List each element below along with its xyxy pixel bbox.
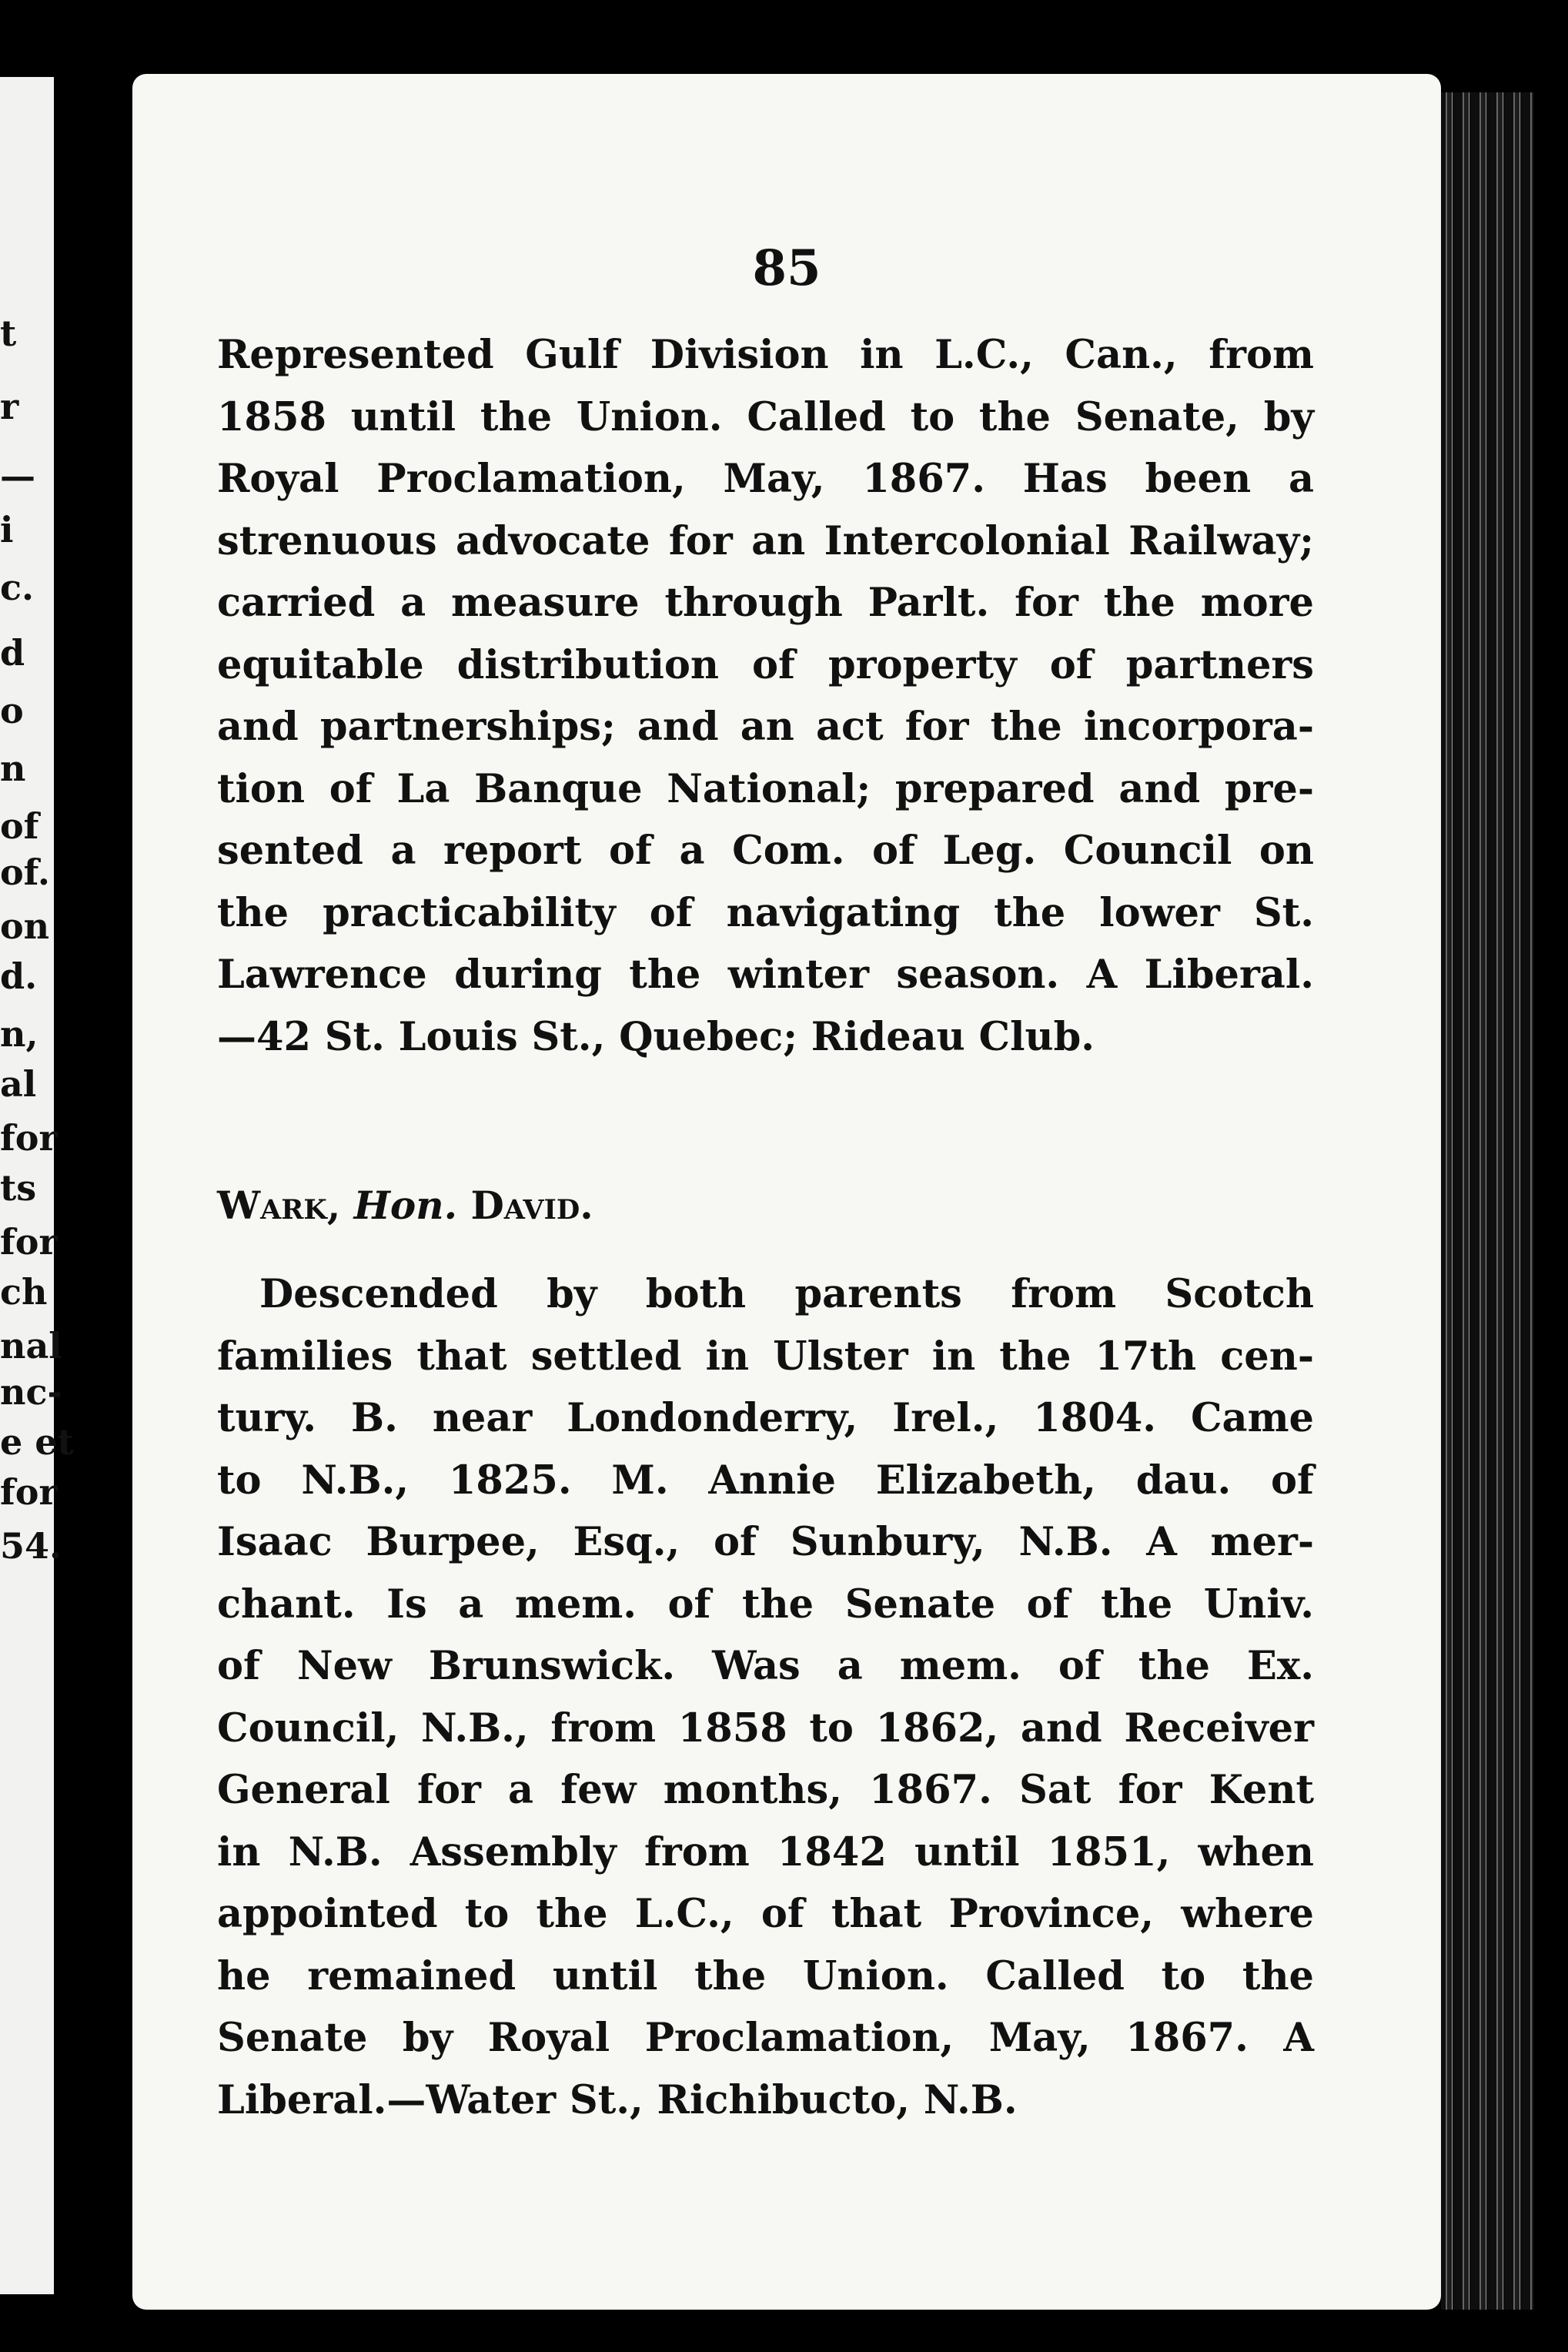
facing-page-fragment: of	[0, 805, 39, 847]
facing-page-fragment: n	[0, 748, 26, 789]
heading-title: Hon.	[353, 1183, 458, 1228]
facing-page-fragment: o	[0, 690, 24, 731]
facing-page-fragment: al	[0, 1063, 37, 1105]
text-line: to N.B., 1825. M. Annie Elizabeth, dau. of	[217, 1457, 1314, 1504]
facing-page-fragment: d	[0, 632, 25, 674]
text-line: Council, N.B., from 1858 to 1862, and Receiver	[217, 1705, 1314, 1751]
facing-page-fragment: r	[0, 386, 19, 427]
text-line: chant. Is a mem. of the Senate of the Univ.	[217, 1581, 1314, 1628]
facing-page-fragment: n,	[0, 1013, 38, 1055]
facing-page-fragment: 54.	[0, 1525, 62, 1567]
facing-page-fragment: c.	[0, 567, 35, 608]
text-line: equitable distribution of property of partners	[217, 641, 1314, 688]
facing-page-fragment: —	[0, 455, 35, 497]
text-line: in N.B. Assembly from 1842 until 1851, when	[217, 1828, 1314, 1875]
facing-page-fragment: for	[0, 1471, 58, 1513]
facing-page-fragment: ch	[0, 1271, 48, 1313]
text-line: Isaac Burpee, Esq., of Sunbury, N.B. A mer-	[217, 1519, 1314, 1565]
text-line: of New Brunswick. Was a mem. of the Ex.	[217, 1643, 1314, 1689]
facing-page-fragment: on	[0, 905, 50, 947]
facing-page-fragment: e et	[0, 1421, 74, 1463]
text-line: families that settled in Ulster in the 17th cen-	[217, 1333, 1314, 1380]
facing-page-fragment: i	[0, 509, 14, 550]
text-line: Descended by both parents from Scotch	[259, 1271, 1314, 1317]
text-line: tury. B. near Londonderry, Irel., 1804. Came	[217, 1395, 1314, 1441]
text-line: and partnerships; and an act for the incorpora-	[217, 704, 1314, 750]
text-line: Represented Gulf Division in L.C., Can., from	[217, 332, 1314, 378]
text-line: the practicability of navigating the lower St.	[217, 889, 1314, 936]
entry-heading	[217, 1183, 593, 1228]
facing-page-fragment: d.	[0, 955, 38, 997]
text-line: 1858 until the Union. Called to the Senate, by	[217, 393, 1314, 440]
heading-given-name: David.	[470, 1183, 593, 1228]
page-number: 85	[752, 239, 821, 297]
text-line: strenuous advocate for an Intercolonial Railway;	[217, 517, 1314, 564]
text-line: appointed to the L.C., of that Province, where	[217, 1891, 1314, 1937]
facing-page-fragment: nal	[0, 1325, 62, 1367]
facing-page-fragment: for	[0, 1117, 58, 1159]
text-line: he remained until the Union. Called to the	[217, 1952, 1314, 1999]
text-line: tion of La Banque National; prepared and pre-	[217, 765, 1314, 812]
text-line: Liberal.—Water St., Richibucto, N.B.	[217, 2076, 1018, 2123]
page-edge-shadow	[1441, 92, 1533, 2310]
text-line: —42 St. Louis St., Quebec; Rideau Club.	[217, 1013, 1095, 1060]
facing-page-fragment: t	[0, 313, 17, 354]
text-line: sented a report of a Com. of Leg. Council on	[217, 828, 1314, 874]
facing-page-fragment: nc-	[0, 1371, 62, 1413]
heading-surname: Wark,	[217, 1183, 341, 1228]
book-page	[132, 74, 1441, 2310]
text-line: Lawrence during the winter season. A Liberal.	[217, 952, 1314, 998]
facing-page-fragment: ts	[0, 1167, 37, 1209]
text-line: Senate by Royal Proclamation, May, 1867. A	[217, 2015, 1314, 2061]
facing-page-fragment: of.	[0, 851, 50, 893]
text-line: General for a few months, 1867. Sat for Kent	[217, 1767, 1314, 1813]
text-line: carried a measure through Parlt. for the more	[217, 580, 1314, 626]
facing-page-fragment: for	[0, 1221, 58, 1263]
text-line: Royal Proclamation, May, 1867. Has been a	[217, 456, 1314, 502]
